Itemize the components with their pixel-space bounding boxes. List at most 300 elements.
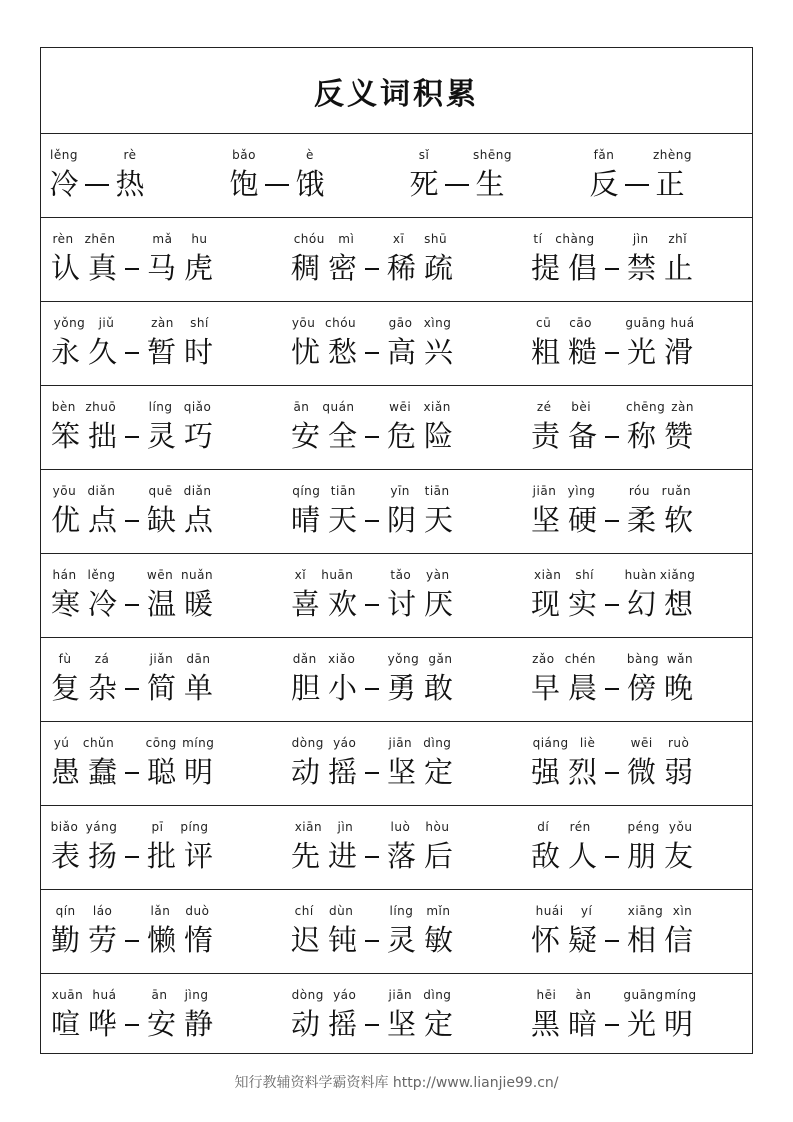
antonym-pair <box>527 722 697 805</box>
pinyin: yōu <box>291 316 316 330</box>
pinyin-line <box>623 316 697 330</box>
hanzi: 惰 <box>183 923 213 957</box>
hanzi: 幻 <box>626 587 656 621</box>
hanzi: 哗 <box>87 1007 117 1041</box>
hanzi: 晨 <box>567 671 597 705</box>
hanzi: 明 <box>663 1007 693 1041</box>
hanzi: 灵 <box>386 923 416 957</box>
pinyin: zàn <box>151 316 174 330</box>
dash-separator <box>365 520 379 522</box>
hanzi: 安 <box>290 419 320 453</box>
hanzi-line <box>587 166 621 202</box>
antonym-pair <box>47 470 217 553</box>
pinyin-line <box>527 568 601 582</box>
hanzi-line <box>287 1006 361 1042</box>
hanzi: 愁 <box>327 335 357 369</box>
dash-separator <box>125 352 139 354</box>
pinyin-line <box>47 652 121 666</box>
antonym-pair <box>287 218 457 301</box>
pinyin-line <box>143 400 217 414</box>
antonym-pair <box>47 386 217 469</box>
hanzi-line <box>527 922 601 958</box>
pinyin: yáo <box>333 736 357 750</box>
hanzi-line <box>623 250 697 286</box>
dash-separator <box>125 268 139 270</box>
word-left <box>227 134 261 217</box>
pinyin: yáo <box>333 988 357 1002</box>
hanzi: 饱 <box>229 167 259 201</box>
hanzi-line <box>287 670 361 706</box>
pinyin: chóu <box>325 316 357 330</box>
pinyin: zhuō <box>85 400 117 414</box>
pinyin-line <box>47 820 121 834</box>
pinyin-line <box>383 316 457 330</box>
hanzi: 光 <box>626 1007 656 1041</box>
pinyin: tiān <box>330 484 356 498</box>
hanzi: 糙 <box>567 335 597 369</box>
pinyin: luò <box>390 820 411 834</box>
pinyin-line <box>623 736 697 750</box>
word-left <box>527 974 601 1056</box>
pinyin: chóu <box>293 232 325 246</box>
pinyin: zàn <box>671 400 694 414</box>
hanzi: 真 <box>87 251 117 285</box>
pinyin: gāo <box>388 316 413 330</box>
pinyin: jìn <box>337 820 354 834</box>
pinyin: dǎn <box>292 652 317 666</box>
pinyin-line <box>653 148 693 162</box>
hanzi-line <box>383 922 457 958</box>
hanzi-line <box>383 586 457 622</box>
title-row <box>41 48 752 134</box>
hanzi: 批 <box>146 839 176 873</box>
hanzi: 敢 <box>423 671 453 705</box>
word-left <box>47 554 121 637</box>
hanzi: 厌 <box>423 587 453 621</box>
hanzi: 暂 <box>146 335 176 369</box>
antonym-pair <box>527 302 697 385</box>
hanzi: 赞 <box>663 419 693 453</box>
pinyin: zhèng <box>653 148 693 162</box>
pinyin-line <box>623 568 697 582</box>
hanzi-line <box>527 250 601 286</box>
hanzi: 怀 <box>530 923 560 957</box>
hanzi: 疑 <box>567 923 597 957</box>
hanzi: 单 <box>183 671 213 705</box>
hanzi: 钝 <box>327 923 357 957</box>
hanzi-line <box>287 502 361 538</box>
word-left <box>287 806 361 889</box>
dash-separator <box>445 184 469 186</box>
pinyin: quē <box>148 484 173 498</box>
hanzi: 早 <box>530 671 560 705</box>
pinyin-line <box>383 232 457 246</box>
dash-separator <box>365 352 379 354</box>
word-left <box>287 974 361 1056</box>
hanzi: 天 <box>327 503 357 537</box>
pinyin-line <box>227 148 261 162</box>
hanzi-line <box>473 166 507 202</box>
page-title: 反义词积累 <box>314 76 479 112</box>
word-left <box>47 806 121 889</box>
word-right <box>143 302 217 385</box>
antonym-row <box>41 302 752 386</box>
pinyin-line <box>623 400 697 414</box>
pinyin: ān <box>293 400 310 414</box>
pinyin: wǎn <box>666 652 694 666</box>
pinyin: dí <box>537 820 550 834</box>
pinyin: ruò <box>667 736 690 750</box>
pinyin: shí <box>190 316 209 330</box>
hanzi-line <box>47 418 121 454</box>
pinyin: jiǔ <box>98 316 115 330</box>
word-right <box>623 890 697 973</box>
pinyin-line <box>143 988 217 1002</box>
antonym-row <box>41 638 752 722</box>
antonym-pair <box>47 722 217 805</box>
antonym-pair <box>47 806 217 889</box>
pinyin: hán <box>52 568 77 582</box>
hanzi-line <box>287 418 361 454</box>
pinyin-line <box>287 820 361 834</box>
word-left <box>527 386 601 469</box>
dash-separator <box>605 1024 619 1026</box>
dash-separator <box>605 436 619 438</box>
pinyin: dùn <box>329 904 354 918</box>
hanzi: 愚 <box>50 755 80 789</box>
word-left <box>287 386 361 469</box>
hanzi: 定 <box>423 1007 453 1041</box>
hanzi: 笨 <box>50 419 80 453</box>
antonym-sheet <box>40 47 753 1054</box>
pinyin-line <box>623 232 697 246</box>
word-right <box>623 638 697 721</box>
pinyin: zǎo <box>532 652 555 666</box>
hanzi-line <box>143 418 217 454</box>
antonym-pair <box>287 302 457 385</box>
pinyin-line <box>143 568 217 582</box>
hanzi: 饿 <box>295 167 325 201</box>
word-left <box>47 302 121 385</box>
hanzi-line <box>653 166 687 202</box>
pinyin-line <box>47 568 121 582</box>
hanzi-line <box>527 670 601 706</box>
hanzi-line <box>143 586 217 622</box>
word-right <box>143 890 217 973</box>
pinyin-line <box>287 316 361 330</box>
pinyin: wēi <box>630 736 653 750</box>
hanzi: 懒 <box>146 923 176 957</box>
hanzi: 微 <box>626 755 656 789</box>
pinyin: tiān <box>424 484 450 498</box>
pinyin-line <box>383 484 457 498</box>
hanzi-line <box>623 334 697 370</box>
word-left <box>287 302 361 385</box>
pinyin: cōng <box>145 736 177 750</box>
hanzi: 热 <box>115 167 145 201</box>
hanzi: 先 <box>290 839 320 873</box>
hanzi: 欢 <box>327 587 357 621</box>
hanzi-line <box>527 1006 601 1042</box>
hanzi: 落 <box>386 839 416 873</box>
hanzi-line <box>227 166 261 202</box>
word-right <box>143 386 217 469</box>
hanzi: 反 <box>589 167 619 201</box>
pinyin: wēn <box>146 568 174 582</box>
word-left <box>407 134 441 217</box>
hanzi: 称 <box>626 419 656 453</box>
hanzi: 天 <box>423 503 453 537</box>
hanzi-line <box>143 838 217 874</box>
pinyin-line <box>47 904 121 918</box>
pinyin: huá <box>670 316 695 330</box>
antonym-pair <box>287 386 457 469</box>
hanzi: 蠢 <box>87 755 117 789</box>
dash-separator <box>365 436 379 438</box>
pinyin: mì <box>338 232 355 246</box>
dash-separator <box>365 268 379 270</box>
hanzi: 冷 <box>49 167 79 201</box>
word-left <box>287 218 361 301</box>
hanzi: 评 <box>183 839 213 873</box>
antonym-pair <box>527 890 697 973</box>
pinyin: xiàn <box>533 568 562 582</box>
pinyin-line <box>527 988 601 1002</box>
hanzi-line <box>383 250 457 286</box>
antonym-pair <box>527 470 697 553</box>
pinyin-line <box>623 484 697 498</box>
hanzi: 暗 <box>567 1007 597 1041</box>
pinyin: diǎn <box>183 484 212 498</box>
pinyin-line <box>293 148 327 162</box>
word-left <box>287 470 361 553</box>
pinyin-line <box>527 820 601 834</box>
hanzi: 友 <box>663 839 693 873</box>
hanzi-line <box>287 586 361 622</box>
antonym-pair <box>47 890 217 973</box>
pinyin: jiǎn <box>149 652 174 666</box>
dash-separator <box>365 1024 379 1026</box>
hanzi: 勤 <box>50 923 80 957</box>
hanzi: 稠 <box>290 251 320 285</box>
pinyin: míng <box>182 736 215 750</box>
antonym-row <box>41 890 752 974</box>
pinyin: zá <box>94 652 110 666</box>
dash-separator <box>365 688 379 690</box>
antonym-row <box>41 806 752 890</box>
pinyin: yàn <box>426 568 450 582</box>
antonym-row <box>41 134 752 218</box>
hanzi: 温 <box>146 587 176 621</box>
hanzi: 巧 <box>183 419 213 453</box>
antonym-pair <box>287 890 457 973</box>
dash-separator <box>85 184 109 186</box>
pinyin-line <box>47 148 81 162</box>
hanzi: 认 <box>50 251 80 285</box>
hanzi: 敌 <box>530 839 560 873</box>
hanzi-line <box>47 250 121 286</box>
pinyin: quán <box>322 400 355 414</box>
hanzi: 硬 <box>567 503 597 537</box>
hanzi-line <box>47 334 121 370</box>
word-left <box>47 638 121 721</box>
word-left <box>47 218 121 301</box>
pinyin: yǒng <box>387 652 420 666</box>
pinyin-line <box>47 400 121 414</box>
word-left <box>47 722 121 805</box>
hanzi-line <box>143 754 217 790</box>
antonym-row <box>41 554 752 638</box>
hanzi: 后 <box>423 839 453 873</box>
hanzi-line <box>287 838 361 874</box>
word-right <box>383 386 457 469</box>
pinyin-line <box>383 652 457 666</box>
hanzi: 劳 <box>87 923 117 957</box>
pinyin: qiáng <box>532 736 569 750</box>
pinyin: bàng <box>626 652 660 666</box>
pinyin-line <box>143 316 217 330</box>
hanzi-line <box>623 754 697 790</box>
hanzi-line <box>383 670 457 706</box>
pinyin-line <box>287 232 361 246</box>
pinyin: chàng <box>555 232 595 246</box>
word-right <box>653 134 693 217</box>
hanzi: 坚 <box>386 1007 416 1041</box>
pinyin-line <box>383 736 457 750</box>
antonym-pair <box>287 806 457 889</box>
word-right <box>383 974 457 1056</box>
hanzi-line <box>623 418 697 454</box>
pinyin: wēi <box>389 400 412 414</box>
hanzi: 弱 <box>663 755 693 789</box>
pinyin-line <box>143 820 217 834</box>
hanzi-line <box>143 502 217 538</box>
hanzi: 信 <box>663 923 693 957</box>
dash-separator <box>125 688 139 690</box>
pinyin: dìng <box>423 736 452 750</box>
pinyin: rè <box>123 148 137 162</box>
word-right <box>473 134 512 217</box>
antonym-row <box>41 386 752 470</box>
hanzi: 永 <box>50 335 80 369</box>
pinyin-line <box>47 316 121 330</box>
dash-separator <box>605 352 619 354</box>
pinyin: xǐ <box>294 568 307 582</box>
hanzi: 晚 <box>663 671 693 705</box>
hanzi-line <box>383 502 457 538</box>
hanzi: 止 <box>663 251 693 285</box>
antonym-row <box>41 470 752 554</box>
pinyin-line <box>113 148 147 162</box>
antonym-pair <box>47 134 217 217</box>
hanzi: 时 <box>183 335 213 369</box>
pinyin: biǎo <box>50 820 79 834</box>
pinyin: xiāng <box>627 904 664 918</box>
word-left <box>47 386 121 469</box>
dash-separator <box>625 184 649 186</box>
hanzi: 倡 <box>567 251 597 285</box>
hanzi: 粗 <box>530 335 560 369</box>
hanzi: 光 <box>626 335 656 369</box>
hanzi-line <box>623 586 697 622</box>
hanzi-line <box>623 670 697 706</box>
hanzi-line <box>527 586 601 622</box>
pinyin: tí <box>533 232 543 246</box>
pinyin-line <box>287 484 361 498</box>
antonym-pair <box>47 974 217 1056</box>
hanzi: 全 <box>327 419 357 453</box>
hanzi-line <box>287 334 361 370</box>
pinyin: sǐ <box>418 148 430 162</box>
dash-separator <box>125 436 139 438</box>
footer-watermark: 知行教辅资料学霸资料库 http://www.lianjie99.cn/ <box>234 1075 559 1091</box>
word-left <box>47 470 121 553</box>
pinyin-line <box>407 148 441 162</box>
pinyin-line <box>143 904 217 918</box>
word-left <box>587 134 621 217</box>
antonym-pair <box>287 638 457 721</box>
hanzi: 禁 <box>626 251 656 285</box>
pinyin-line <box>47 232 121 246</box>
pinyin: jiān <box>532 484 557 498</box>
word-right <box>623 470 697 553</box>
hanzi: 喜 <box>290 587 320 621</box>
pinyin: xiǎng <box>659 568 696 582</box>
pinyin-line <box>47 988 121 1002</box>
hanzi: 摇 <box>327 755 357 789</box>
hanzi-line <box>527 838 601 874</box>
hanzi-line <box>47 670 121 706</box>
word-right <box>383 470 457 553</box>
pinyin: dān <box>186 652 211 666</box>
pinyin: lěng <box>50 148 78 162</box>
pinyin: tǎo <box>390 568 412 582</box>
antonym-pair <box>587 134 757 217</box>
word-left <box>527 470 601 553</box>
hanzi: 忧 <box>290 335 320 369</box>
hanzi-line <box>47 922 121 958</box>
pinyin: xìng <box>423 316 452 330</box>
pinyin: hēi <box>536 988 557 1002</box>
pinyin-line <box>143 736 217 750</box>
word-left <box>527 638 601 721</box>
dash-separator <box>365 940 379 942</box>
antonym-pair <box>527 974 697 1056</box>
pinyin: yǒng <box>53 316 86 330</box>
antonym-pair <box>527 554 697 637</box>
hanzi: 暖 <box>183 587 213 621</box>
hanzi: 喧 <box>50 1007 80 1041</box>
pinyin: diǎn <box>87 484 116 498</box>
pinyin-line <box>287 988 361 1002</box>
antonym-pair <box>287 974 457 1056</box>
pinyin: hu <box>191 232 208 246</box>
pinyin: míng <box>664 988 697 1002</box>
pinyin-line <box>287 904 361 918</box>
hanzi-line <box>287 250 361 286</box>
antonym-pair <box>227 134 397 217</box>
pinyin: xiān <box>294 820 323 834</box>
antonym-row <box>41 974 752 1056</box>
hanzi: 优 <box>50 503 80 537</box>
hanzi: 坚 <box>386 755 416 789</box>
hanzi-line <box>143 334 217 370</box>
pinyin-line <box>527 232 601 246</box>
pinyin: xiǎn <box>423 400 451 414</box>
pinyin: bèi <box>571 400 592 414</box>
hanzi-line <box>623 502 697 538</box>
hanzi: 安 <box>146 1007 176 1041</box>
